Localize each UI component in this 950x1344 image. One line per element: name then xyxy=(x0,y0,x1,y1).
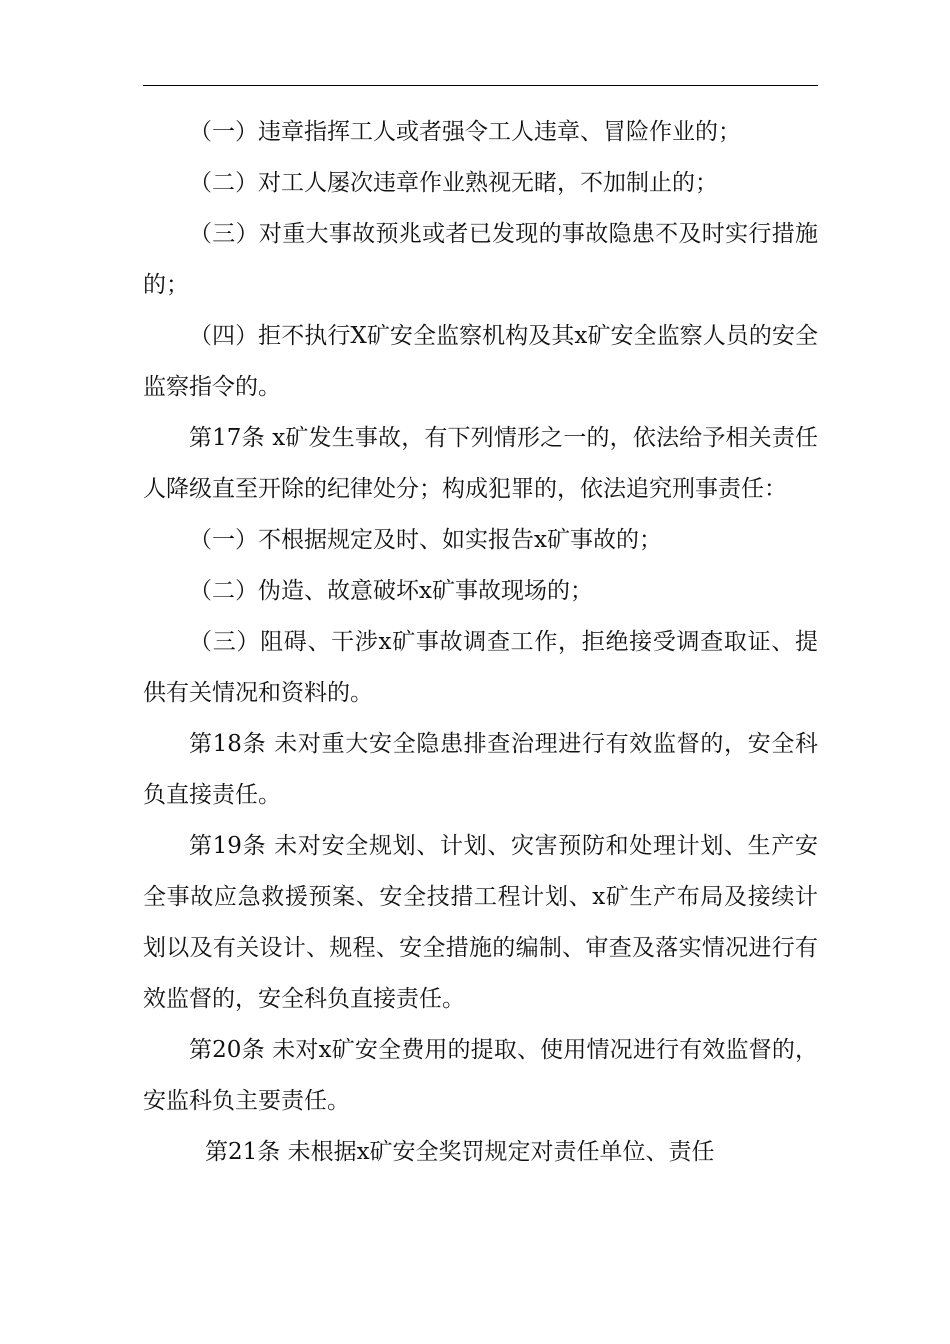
article-18: 第18条 未对重大安全隐患排查治理进行有效监督的，安全科负直接责任。 xyxy=(143,731,818,808)
paragraph-6: （一）不根据规定及时、如实报告x矿事故的； xyxy=(189,527,662,553)
header-rule xyxy=(143,85,818,86)
paragraph-3: （三）对重大事故预兆或者已发现的事故隐患不及时实行措施的； xyxy=(143,221,818,298)
article-21: 第21条 未根据x矿安全奖罚规定对责任单位、责任 xyxy=(205,1139,715,1165)
document-body xyxy=(143,107,818,1178)
article-17: 第17条 x矿发生事故，有下列情形之一的，依法给予相关责任人降级直至开除的纪律处分；构成犯罪的，依法追究刑事责任： xyxy=(143,425,818,502)
paragraph-7: （二）伪造、故意破坏x矿事故现场的； xyxy=(189,578,593,604)
paragraph-1: （一）违章指挥工人或者强令工人违章、冒险作业的； xyxy=(189,119,741,145)
paragraph-4: （四）拒不执行X矿安全监察机构及其x矿安全监察人员的安全监察指令的。 xyxy=(143,323,818,400)
paragraph-2: （二）对工人屡次违章作业熟视无睹，不加制止的； xyxy=(189,170,718,196)
article-20: 第20条 未对x矿安全费用的提取、使用情况进行有效监督的，安监科负主要责任。 xyxy=(143,1037,818,1114)
paragraph-8: （三）阻碍、干涉x矿事故调查工作，拒绝接受调查取证、提供有关情况和资料的。 xyxy=(143,629,818,706)
article-19: 第19条 未对安全规划、计划、灾害预防和处理计划、生产安全事故应急救援预案、安全技措工程计划、x矿生产布局及接续计划以及有关设计、规程、安全措施的编制、审查及落实情况进行有效监督的，安全科负直接责任。 xyxy=(143,833,818,1012)
